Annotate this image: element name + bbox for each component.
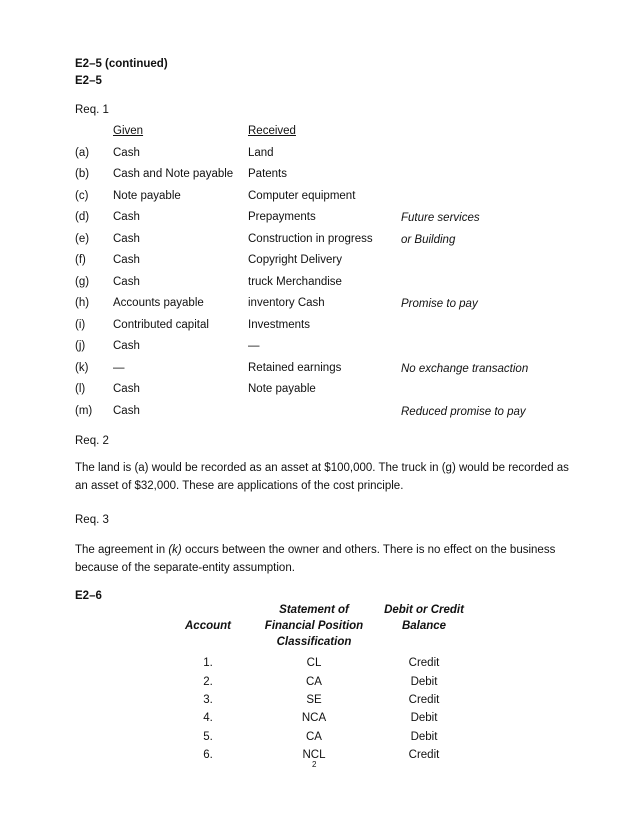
given-cell: Note payable bbox=[113, 190, 181, 202]
req2-label: Req. 2 bbox=[75, 435, 109, 447]
row-letter: (c) bbox=[75, 190, 89, 202]
balance-cell: Credit bbox=[408, 657, 440, 669]
received-cell: truck Merchandise bbox=[248, 276, 342, 288]
column-header-given: Given bbox=[113, 125, 144, 137]
received-cell: Retained earnings bbox=[248, 362, 342, 374]
column-header-balance-line1: Debit or Credit bbox=[384, 604, 464, 616]
given-cell: Contributed capital bbox=[113, 319, 209, 331]
account-number-cell: 1. bbox=[203, 657, 213, 669]
column-header-received: Received bbox=[248, 125, 296, 137]
row-letter: (j) bbox=[75, 340, 86, 352]
received-cell: Investments bbox=[248, 319, 310, 331]
row-letter: (f) bbox=[75, 254, 86, 266]
column-header-account: Account bbox=[185, 620, 231, 632]
account-number-cell: 4. bbox=[203, 712, 213, 724]
received-cell: Note payable bbox=[248, 383, 316, 395]
column-header-statement-line1: Statement of bbox=[279, 604, 349, 616]
balance-cell: Debit bbox=[410, 676, 438, 688]
given-cell: Cash bbox=[113, 254, 140, 266]
note-cell: or Building bbox=[401, 234, 456, 246]
column-header-statement-line2: Financial Position bbox=[264, 620, 364, 632]
note-cell: No exchange transaction bbox=[401, 363, 529, 375]
column-header-statement-line3: Classification bbox=[276, 636, 352, 648]
req2-paragraph: The land is (a) would be recorded as an asset at $100,000. The truck in (g) would be recorded as an asset of $32,000. These are applications of the cost principle. bbox=[75, 462, 569, 492]
row-letter: (i) bbox=[75, 319, 86, 331]
given-cell: Cash bbox=[113, 276, 140, 288]
received-cell: Computer equipment bbox=[248, 190, 356, 202]
req3-label: Req. 3 bbox=[75, 514, 109, 526]
req1-label: Req. 1 bbox=[75, 104, 109, 116]
account-number-cell: 3. bbox=[203, 694, 213, 706]
e26-title: E2–6 bbox=[75, 590, 102, 602]
note-cell: Promise to pay bbox=[401, 298, 478, 310]
given-cell: Cash and Note payable bbox=[113, 168, 234, 180]
account-number-cell: 5. bbox=[203, 731, 213, 743]
classification-cell: CA bbox=[306, 731, 322, 743]
classification-cell: SE bbox=[306, 694, 322, 706]
account-number-cell: 2. bbox=[203, 676, 213, 688]
received-cell: inventory Cash bbox=[248, 297, 325, 309]
row-letter: (m) bbox=[75, 405, 93, 417]
given-cell: Cash bbox=[113, 405, 140, 417]
row-letter: (e) bbox=[75, 233, 90, 245]
row-letter: (b) bbox=[75, 168, 90, 180]
row-letter: (k) bbox=[75, 362, 89, 374]
received-cell: Construction in progress bbox=[248, 233, 373, 245]
section-heading: E2–5 bbox=[75, 75, 102, 87]
given-cell: — bbox=[113, 362, 125, 374]
received-cell: Patents bbox=[248, 168, 287, 180]
received-cell: Copyright Delivery bbox=[248, 254, 342, 266]
column-header-balance-line2: Balance bbox=[401, 620, 447, 632]
req3-text-before: The agreement in bbox=[75, 544, 169, 556]
given-cell: Cash bbox=[113, 211, 140, 223]
req3-text-after: occurs between the owner and others. There is no effect on the business because of the separate-entity assumption. bbox=[75, 544, 556, 574]
note-cell: Future services bbox=[401, 212, 480, 224]
classification-cell: NCL bbox=[302, 749, 326, 761]
classification-cell: CA bbox=[306, 676, 322, 688]
balance-cell: Credit bbox=[408, 749, 440, 761]
row-letter: (a) bbox=[75, 147, 90, 159]
given-cell: Cash bbox=[113, 340, 140, 352]
row-letter: (d) bbox=[75, 211, 90, 223]
row-letter: (g) bbox=[75, 276, 90, 288]
note-cell: Reduced promise to pay bbox=[401, 406, 526, 418]
classification-cell: NCA bbox=[301, 712, 327, 724]
account-number-cell: 6. bbox=[203, 749, 213, 761]
received-cell: Prepayments bbox=[248, 211, 316, 223]
page-number: 2 bbox=[312, 760, 317, 769]
given-cell: Cash bbox=[113, 233, 140, 245]
given-cell: Accounts payable bbox=[113, 297, 204, 309]
row-letter: (l) bbox=[75, 383, 86, 395]
balance-cell: Credit bbox=[408, 694, 440, 706]
row-letter: (h) bbox=[75, 297, 90, 309]
section-heading-continued: E2–5 (continued) bbox=[75, 58, 168, 70]
received-cell: Land bbox=[248, 147, 274, 159]
req3-text-italic: (k) bbox=[168, 544, 182, 556]
balance-cell: Debit bbox=[410, 731, 438, 743]
classification-cell: CL bbox=[306, 657, 322, 669]
balance-cell: Debit bbox=[410, 712, 438, 724]
req3-paragraph bbox=[75, 541, 575, 577]
given-cell: Cash bbox=[113, 383, 140, 395]
given-cell: Cash bbox=[113, 147, 140, 159]
received-cell: — bbox=[248, 340, 260, 352]
